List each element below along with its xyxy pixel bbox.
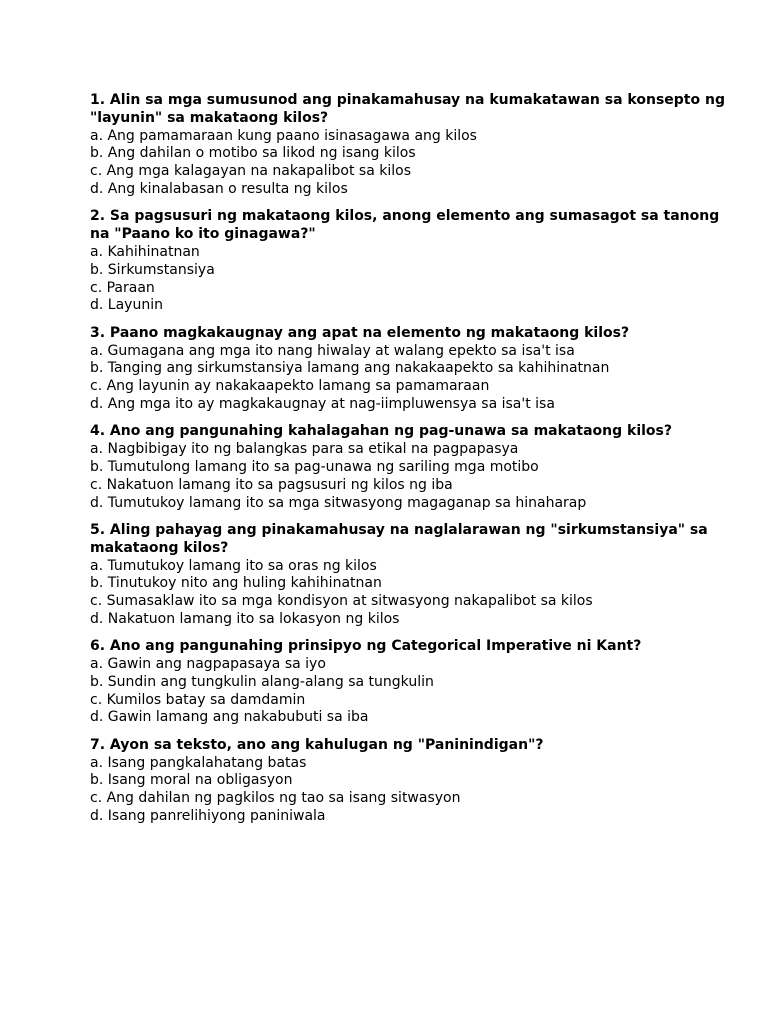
choice-a: a. Gumagana ang mga ito nang hiwalay at walang epekto sa isa't isa [90, 342, 575, 359]
choice-a: a. Nagbibigay ito ng balangkas para sa etikal na pagpapasya [90, 441, 519, 458]
choice-list [90, 755, 730, 826]
choice-c: c. Ang layunin ay nakakaapekto lamang sa pamamaraan [90, 378, 490, 395]
choice-b: b. Sirkumstansiya [90, 261, 215, 278]
choice-c: c. Kumilos batay sa damdamin [90, 691, 306, 708]
choice-d: d. Isang panrelihiyong paniniwala [90, 808, 326, 825]
question-text: 3. Paano magkakaugnay ang apat na elemento ng makataong kilos? [90, 324, 630, 341]
choice-c: c. Sumasaklaw ito sa mga kondisyon at sitwasyong nakapalibot sa kilos [90, 593, 593, 610]
question-3 [90, 325, 730, 414]
quiz-page [90, 92, 730, 835]
choice-c: c. Ang dahilan ng pagkilos ng tao sa isang sitwasyon [90, 790, 461, 807]
question-1 [90, 92, 730, 199]
choice-list [90, 343, 730, 414]
choice-d: d. Ang kinalabasan o resulta ng kilos [90, 180, 348, 197]
choice-b: b. Ang dahilan o motibo sa likod ng isang kilos [90, 145, 416, 162]
choice-list [90, 244, 730, 315]
question-5 [90, 522, 730, 629]
question-text: 7. Ayon sa teksto, ano ang kahulugan ng "Paninindigan"? [90, 736, 544, 753]
choice-c: c. Nakatuon lamang ito sa pagsusuri ng kilos ng iba [90, 476, 453, 493]
choice-a: a. Gawin ang nagpapasaya sa iyo [90, 656, 326, 673]
choice-a: a. Kahihinatnan [90, 243, 200, 260]
choice-list [90, 656, 730, 727]
choice-c: c. Ang mga kalagayan na nakapalibot sa kilos [90, 163, 412, 180]
choice-a: a. Tumutukoy lamang ito sa oras ng kilos [90, 557, 377, 574]
choice-b: b. Tanging ang sirkumstansiya lamang ang nakakaapekto sa kahihinatnan [90, 360, 610, 377]
question-text: 2. Sa pagsusuri ng makataong kilos, anong elemento ang sumasagot sa tanong na "Paano ko ito ginagawa?" [90, 208, 720, 243]
choice-a: a. Isang pangkalahatang batas [90, 754, 307, 771]
question-6 [90, 638, 730, 727]
choice-b: b. Tumutulong lamang ito sa pag-unawa ng sariling mga motibo [90, 458, 539, 475]
choice-list [90, 441, 730, 512]
choice-d: d. Tumutukoy lamang ito sa mga sitwasyong magaganap sa hinaharap [90, 494, 587, 511]
choice-b: b. Sundin ang tungkulin alang-alang sa tungkulin [90, 673, 434, 690]
choice-list [90, 558, 730, 629]
choice-d: d. Ang mga ito ay magkakaugnay at nag-iimpluwensya sa isa't isa [90, 395, 555, 412]
choice-d: d. Nakatuon lamang ito sa lokasyon ng kilos [90, 610, 400, 627]
question-text: 4. Ano ang pangunahing kahalagahan ng pag-unawa sa makataong kilos? [90, 423, 672, 440]
question-text: 5. Aling pahayag ang pinakamahusay na naglalarawan ng "sirkumstansiya" sa makataong kilos? [90, 521, 708, 556]
choice-b: b. Isang moral na obligasyon [90, 772, 293, 789]
question-text: 6. Ano ang pangunahing prinsipyo ng Categorical Imperative ni Kant? [90, 638, 642, 655]
choice-d: d. Layunin [90, 297, 163, 314]
choice-d: d. Gawin lamang ang nakabubuti sa iba [90, 709, 369, 726]
question-text: 1. Alin sa mga sumusunod ang pinakamahusay na kumakatawan sa konsepto ng "layunin" sa makataong kilos? [90, 92, 725, 126]
choice-list [90, 128, 730, 199]
question-4 [90, 423, 730, 512]
choice-b: b. Tinutukoy nito ang huling kahihinatnan [90, 575, 382, 592]
question-7 [90, 737, 730, 826]
choice-a: a. Ang pamamaraan kung paano isinasagawa ang kilos [90, 127, 477, 144]
choice-c: c. Paraan [90, 279, 155, 296]
question-2 [90, 208, 730, 315]
